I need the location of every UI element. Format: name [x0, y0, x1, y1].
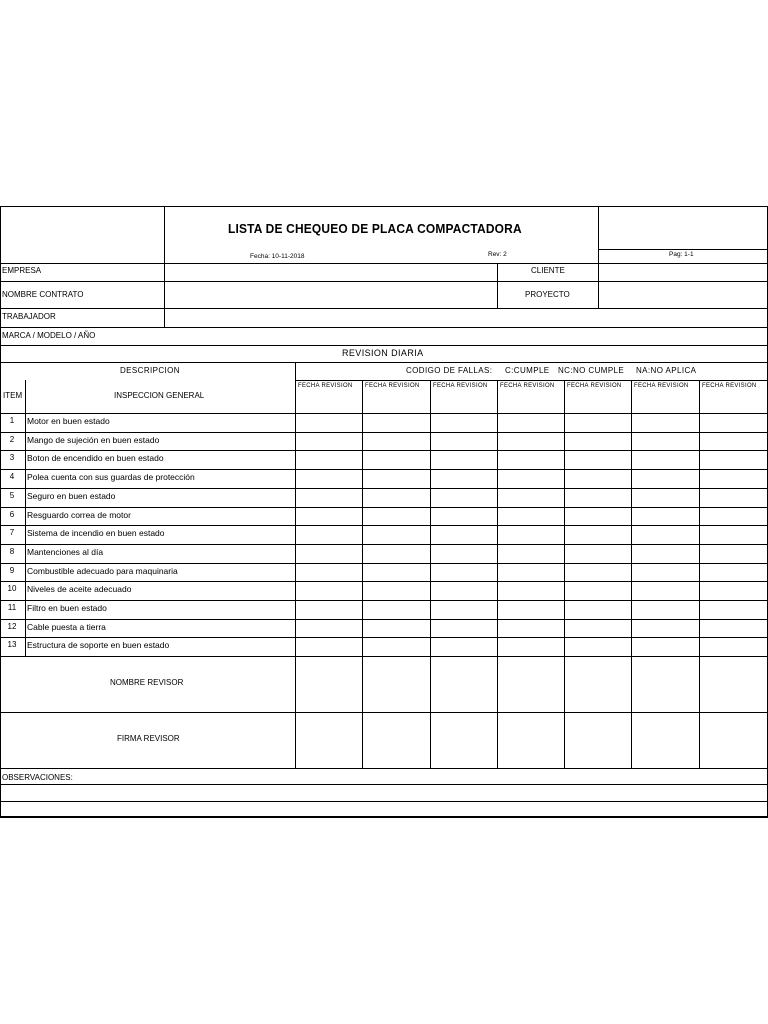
grid-line	[0, 768, 768, 769]
grid-line	[0, 525, 768, 526]
grid-line	[295, 380, 768, 381]
item-heading: ITEM	[3, 391, 23, 400]
item-description: Motor en buen estado	[27, 416, 110, 426]
nombre-contrato-label: NOMBRE CONTRATO	[2, 290, 84, 299]
inspeccion-general-heading: INSPECCION GENERAL	[114, 391, 205, 400]
grid-line	[564, 380, 565, 768]
marca-modelo-label: MARCA / MODELO / AÑO	[2, 331, 96, 340]
codigo-fallas-label: CODIGO DE FALLAS:	[406, 366, 493, 375]
grid-line	[0, 281, 768, 282]
fecha-revision-header: FECHA REVISION	[365, 383, 420, 389]
grid-line	[0, 784, 768, 785]
no-aplica-code: NA:NO APLICA	[636, 366, 697, 375]
grid-line	[0, 563, 768, 564]
grid-line	[0, 263, 768, 264]
grid-line	[0, 507, 768, 508]
empresa-label: EMPRESA	[2, 266, 42, 275]
item-number: 9	[9, 565, 15, 575]
item-number: 1	[9, 416, 15, 425]
item-number: 10	[7, 584, 17, 594]
item-description: Estructura de soporte en buen estado	[27, 640, 170, 651]
item-number: 6	[9, 509, 15, 519]
grid-line	[362, 380, 363, 768]
observaciones-label: OBSERVACIONES:	[2, 773, 73, 782]
grid-line	[0, 308, 768, 309]
grid-line	[0, 637, 768, 638]
item-number: 5	[9, 490, 15, 500]
grid-line	[631, 380, 632, 768]
descripcion-heading: DESCRIPCION	[120, 366, 180, 375]
grid-line	[164, 207, 165, 327]
item-description: Filtro en buen estado	[27, 603, 107, 613]
grid-line	[699, 380, 700, 768]
fecha-revision-header: FECHA REVISION	[634, 383, 689, 389]
fecha-revision-header: FECHA REVISION	[702, 383, 757, 389]
grid-line	[0, 801, 768, 802]
grid-line	[0, 413, 768, 414]
grid-line	[598, 263, 599, 308]
item-number: 2	[9, 434, 15, 444]
no-cumple-code: NC:NO CUMPLE	[558, 366, 625, 375]
revision-diaria-heading: REVISION DIARIA	[342, 348, 424, 358]
item-description: Niveles de aceite adecuado	[27, 584, 132, 595]
grid-line	[295, 362, 296, 768]
grid-line	[0, 581, 768, 582]
cliente-label: CLIENTE	[531, 266, 565, 275]
grid-line	[0, 469, 768, 470]
grid-line	[0, 362, 768, 363]
grid-line	[0, 432, 768, 433]
grid-line	[0, 619, 768, 620]
firma-revisor-label: FIRMA REVISOR	[117, 734, 180, 743]
grid-line	[0, 207, 1, 817]
item-description: Mantenciones al día	[27, 546, 104, 557]
grid-line	[0, 600, 768, 601]
item-description: Combustible adecuado para maquinaria	[27, 565, 178, 576]
item-description: Cable puesta a tierra	[27, 621, 106, 632]
grid-line	[430, 380, 431, 768]
item-description: Boton de encendido en buen estado	[27, 453, 164, 464]
item-number: 4	[9, 472, 15, 482]
grid-line	[598, 249, 768, 250]
item-description: Seguro en buen estado	[27, 490, 116, 501]
item-description: Mango de sujeción en buen estado	[27, 434, 160, 445]
document-title: LISTA DE CHEQUEO DE PLACA COMPACTADORA	[228, 221, 522, 236]
proyecto-label: PROYECTO	[525, 290, 570, 299]
item-number: 3	[9, 453, 15, 463]
grid-line	[497, 263, 498, 308]
grid-line	[0, 327, 768, 328]
grid-line	[0, 656, 768, 657]
fecha-revision-header: FECHA REVISION	[500, 383, 555, 389]
item-description: Sistema de incendio en buen estado	[27, 528, 165, 539]
item-number: 8	[9, 546, 15, 556]
item-number: 13	[7, 640, 17, 650]
grid-line	[0, 544, 768, 545]
item-number: 12	[7, 621, 17, 631]
grid-line	[497, 380, 498, 768]
fecha-label: Fecha: 10-11-2018	[250, 253, 305, 260]
trabajador-label: TRABAJADOR	[2, 312, 56, 321]
grid-line	[0, 488, 768, 489]
grid-line	[0, 345, 768, 346]
nombre-revisor-label: NOMBRE REVISOR	[110, 678, 184, 687]
grid-line	[0, 712, 768, 713]
item-description: Resguardo correa de motor	[27, 509, 131, 520]
fecha-revision-header: FECHA REVISION	[567, 383, 622, 389]
fecha-revision-header: FECHA REVISION	[433, 383, 488, 389]
grid-line	[0, 450, 768, 451]
checklist-sheet	[0, 206, 768, 818]
grid-line	[25, 380, 26, 656]
cumple-code: C:CUMPLE	[505, 366, 550, 375]
rev-label: Rev: 2	[488, 251, 507, 258]
item-number: 7	[9, 528, 15, 538]
pag-label: Pag: 1-1	[669, 251, 694, 258]
item-number: 11	[7, 603, 17, 612]
grid-line	[598, 207, 599, 263]
item-description: Polea cuenta con sus guardas de protección	[27, 472, 195, 483]
fecha-revision-header: FECHA REVISION	[298, 383, 353, 389]
